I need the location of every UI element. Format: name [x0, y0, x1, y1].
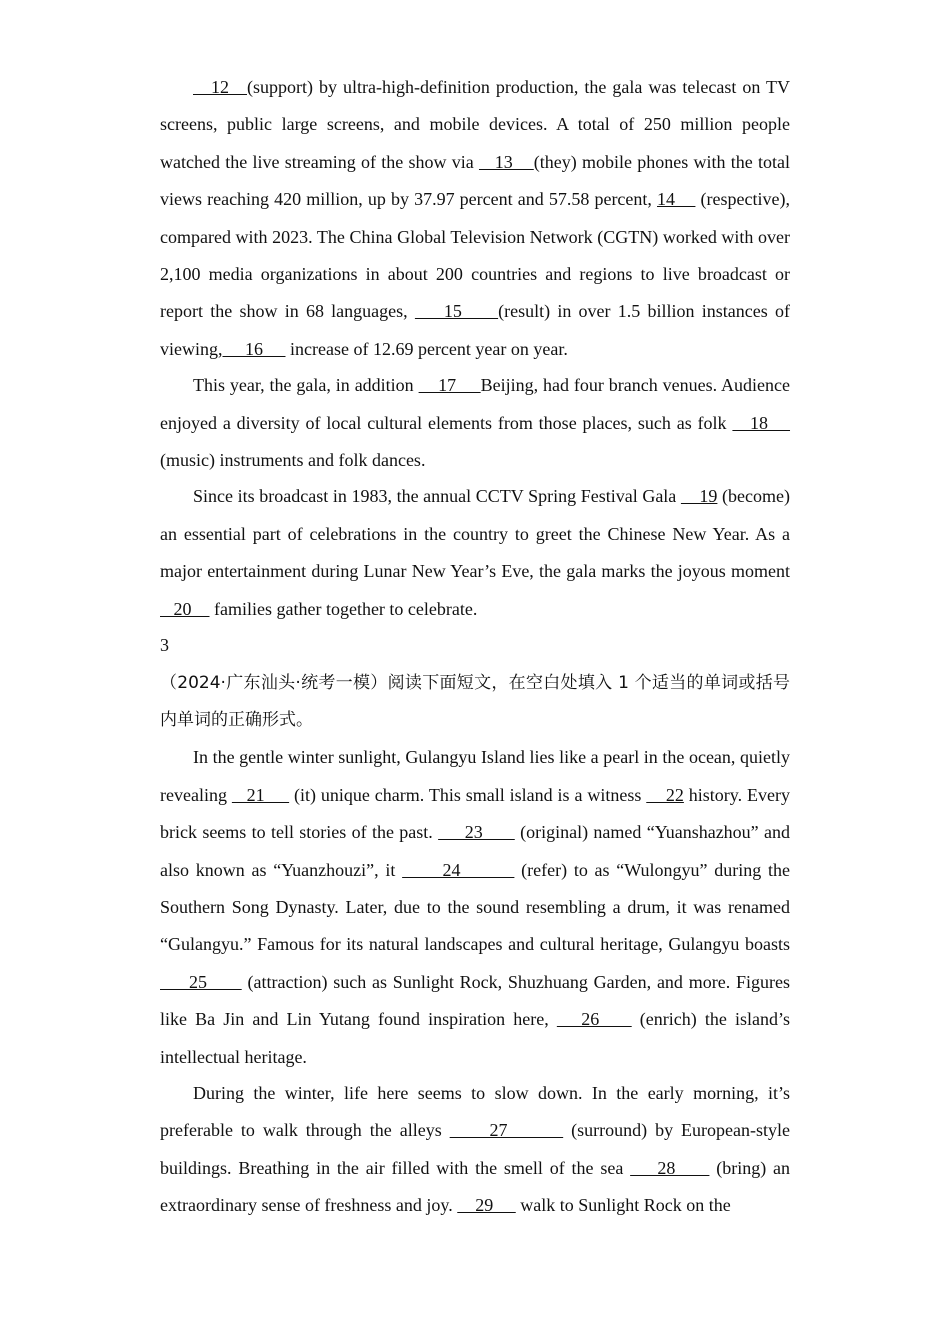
text: (music) instruments and folk dances.	[160, 450, 426, 471]
text: families gather together to celebrate.	[209, 598, 478, 619]
text: (respective), compared with 2023. The China Global Television Network (CGTN) worked with over 2,100 media organizations in about 200 countries and regions to live broadcast or report the show in 68 languages,	[160, 189, 790, 322]
text: (surround) by European-style buildings. Breathing in the air filled with the smell of the sea	[160, 1120, 790, 1178]
text: This year, the gala, in addition	[193, 375, 419, 396]
blank-16[interactable]: 16	[222, 338, 286, 359]
blank-20[interactable]: 20	[160, 598, 210, 619]
text: (refer) to as “Wulongyu” during the Southern Song Dynasty. Later, due to the sound resembling a drum, it was renamed “Gulangyu.” Famous for its natural landscapes and cultural heritage, Gulangyu boasts	[160, 859, 790, 955]
paragraph-gala-broadcast	[160, 69, 790, 368]
text: In the gentle winter sunlight, Gulangyu Island lies like a pearl in the ocean, quietly revealing	[160, 747, 790, 805]
text: (enrich) the island’s intellectual heritage.	[160, 1009, 790, 1067]
text: (become) an essential part of celebrations in the country to greet the Chinese New Year. As a major entertainment during Lunar New Year’s Eve, the gala marks the joyous moment	[160, 486, 790, 582]
text: (result) in over 1.5 billion instances of viewing,	[160, 301, 790, 359]
text: Beijing, had four branch venues. Audience enjoyed a diversity of local cultural elements from those places, such as folk	[160, 375, 791, 433]
paragraph-gulangyu-intro	[160, 739, 790, 1076]
text: walk to Sunlight Rock on the	[515, 1195, 731, 1216]
text: (original) named “Yuanshazhou” and also known as “Yuanzhouzi”, it	[160, 822, 790, 880]
text: (support) by ultra-high-definition production, the gala was telecast on TV screens, public large screens, and mobile devices. A total of 250 million people watched the live streaming of the show via	[160, 77, 790, 172]
text: (bring) an extraordinary sense of freshness and joy.	[160, 1157, 791, 1216]
text: (attraction) such as Sunlight Rock, Shuzhuang Garden, and more. Figures like Ba Jin and Lin Yutang found inspiration here,	[160, 971, 790, 1030]
blank-12[interactable]: 12	[193, 77, 247, 97]
blank-22[interactable]: 22	[646, 784, 684, 805]
text: (they) mobile phones with the total views reaching 420 million, up by 37.97 percent and 57.58 percent,	[160, 151, 790, 210]
blank-19[interactable]: 19	[680, 486, 718, 507]
blank-25[interactable]: 25	[160, 971, 242, 992]
text: During the winter, life here seems to slow down. In the early morning, it’s preferable to walk through the alleys	[160, 1082, 790, 1141]
blank-15[interactable]: 15	[414, 301, 499, 322]
paragraph-gala-history	[160, 478, 790, 628]
blank-23[interactable]: 23	[438, 822, 515, 843]
blank-17[interactable]: 17	[418, 375, 481, 396]
blank-28[interactable]: 28	[630, 1157, 710, 1178]
section-instructions: （2024·广东汕头·统考一模）阅读下面短文，在空白处填入 1 个适当的单词或括号内单词的正确形式。	[160, 672, 790, 730]
blank-24[interactable]: 24	[402, 859, 515, 880]
blank-18[interactable]: 18	[732, 412, 791, 433]
text: history. Every brick seems to tell stories of the past.	[160, 784, 791, 843]
section-number: 3	[160, 635, 169, 656]
blank-21[interactable]: 21	[231, 784, 290, 805]
blank-13[interactable]: 13	[478, 151, 534, 172]
document-page	[160, 69, 790, 1225]
paragraph-winter-life	[160, 1075, 790, 1225]
blank-29[interactable]: 29	[457, 1195, 516, 1216]
blank-26[interactable]: 26	[556, 1009, 632, 1030]
paragraph-branch-venues	[160, 367, 790, 479]
text: (it) unique charm. This small island is a witness	[289, 784, 647, 805]
text: Since its broadcast in 1983, the annual CCTV Spring Festival Gala	[193, 486, 681, 507]
text: increase of 12.69 percent year on year.	[285, 338, 568, 359]
blank-27[interactable]: 27	[449, 1120, 564, 1141]
blank-14[interactable]: 14	[657, 189, 696, 210]
